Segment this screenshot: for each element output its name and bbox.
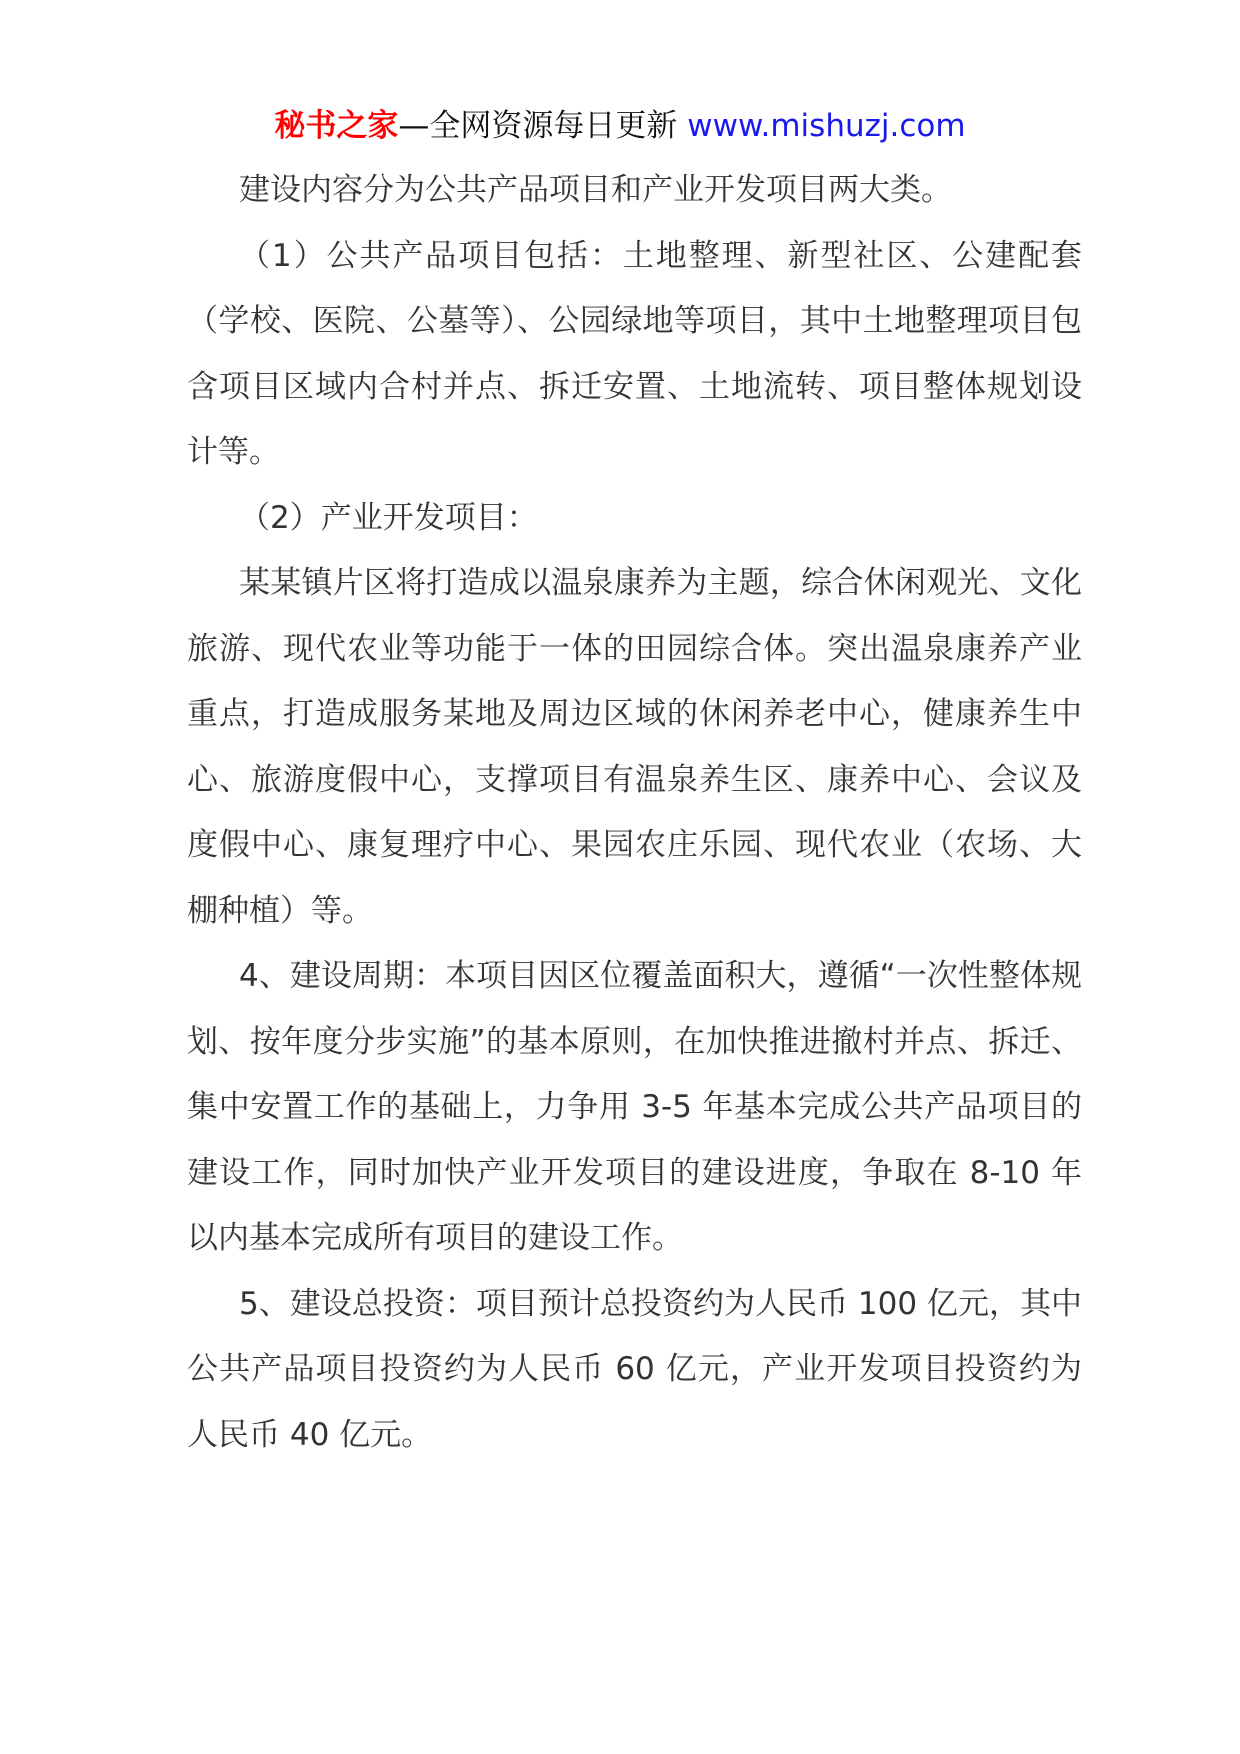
paragraph-industry-heading: （2）产业开发项目： <box>239 499 538 536</box>
brand-name: 秘书之家 <box>274 108 399 144</box>
paragraph-total-investment: 5、建设总投资：项目预计总投资约为人民币 100 亿元，其中公共产品项目投资约为人民币 60 亿元，产业开发项目投资约为人民币 40 亿元。 <box>187 1285 1082 1453</box>
paragraph-public-projects: （1）公共产品项目包括：土地整理、新型社区、公建配套（学校、医院、公墓等）、公园绿地等项目，其中土地整理项目包含项目区域内合村并点、拆迁安置、土地流转、项目整体规划设计等。 <box>187 237 1082 470</box>
paragraph-construction-content: 建设内容分为公共产品项目和产业开发项目两大类。 <box>239 172 952 208</box>
document-body <box>187 158 1082 1468</box>
header-tagline: —全网资源每日更新 <box>398 108 678 144</box>
page-header <box>0 100 1240 152</box>
website-link[interactable]: www.mishuzj.com <box>687 108 966 144</box>
paragraph-construction-period: 4、建设周期：本项目因区位覆盖面积大，遵循“一次性整体规划、按年度分步实施”的基本原则，在加快推进撤村并点、拆迁、集中安置工作的基础上，力争用 3-5 年基本完成公共产品项目的建设工作，同时加快产业开发项目的建设进度，争取在 8-10 年以内基本完成所有项目的建设工作。 <box>187 958 1082 1256</box>
paragraph-industry-description: 某某镇片区将打造成以温泉康养为主题，综合休闲观光、文化旅游、现代农业等功能于一体的田园综合体。突出温泉康养产业重点，打造成服务某地及周边区域的休闲养老中心，健康养生中心、旅游度假中心，支撑项目有温泉养生区、康养中心、会议及度假中心、康复理疗中心、果园农庄乐园、现代农业（农场、大棚种植）等。 <box>187 565 1082 929</box>
